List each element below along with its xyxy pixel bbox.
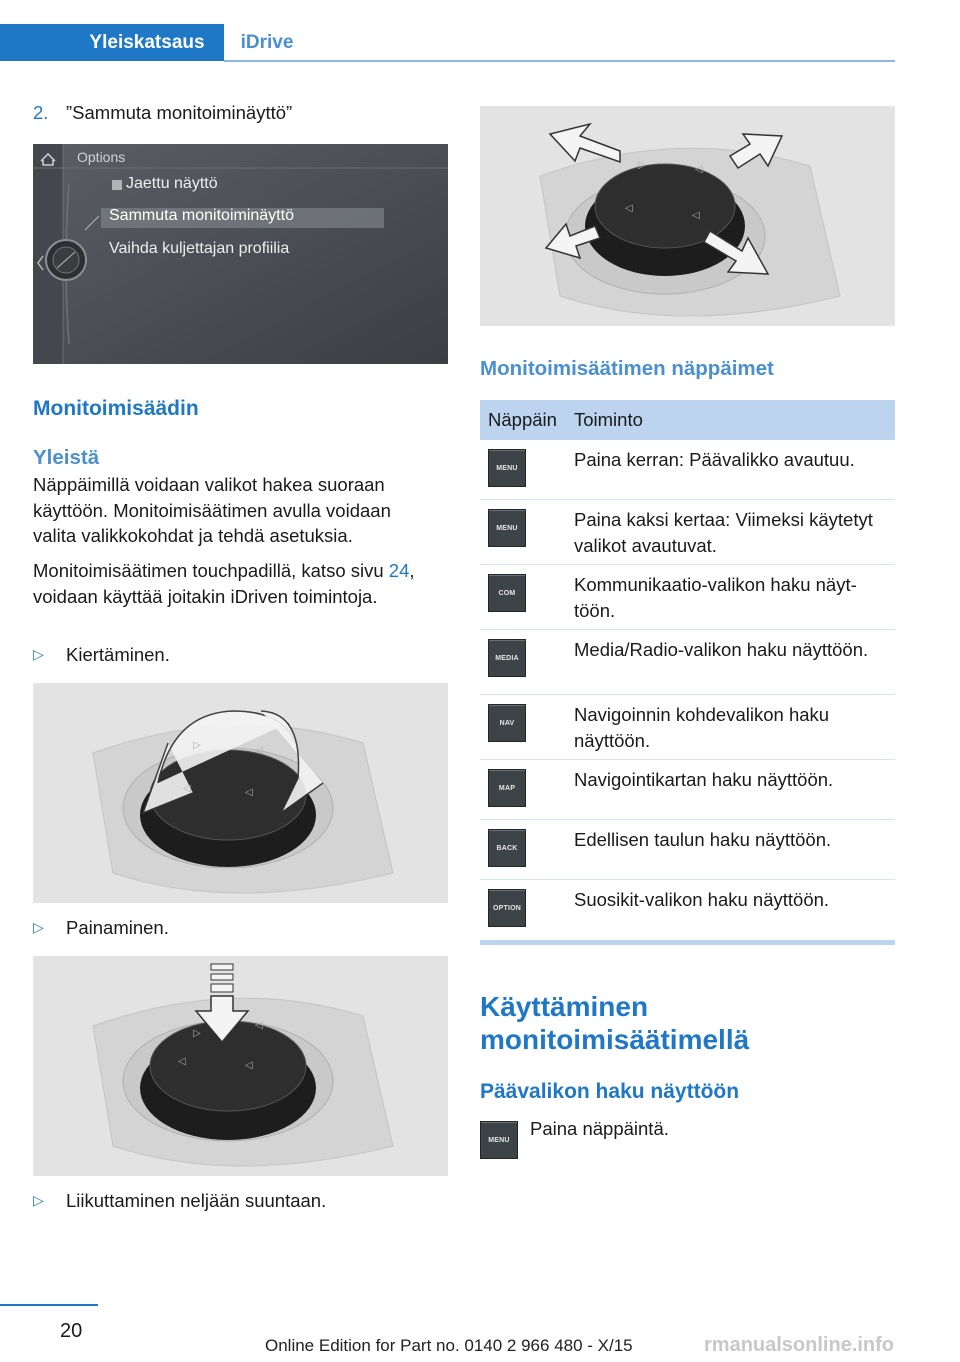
press-instruction: Paina näppäintä. — [530, 1118, 669, 1139]
table-row — [480, 440, 895, 500]
bullet-triangle-icon: ▷ — [33, 919, 44, 935]
bullet-text: Kiertäminen. — [66, 644, 170, 665]
bullet-painaminen — [33, 915, 169, 940]
section-title-monitoimisaadin: Monitoimisäädin — [33, 397, 199, 420]
table-row — [480, 820, 895, 880]
menu-key-icon: MENU — [480, 1121, 518, 1159]
bullet-text: Painaminen. — [66, 917, 169, 938]
screen-item-jaettu[interactable]: Jaettu näyttö — [126, 175, 218, 192]
bullet-liikuttaminen — [33, 1188, 326, 1213]
nav-key-icon: NAV — [488, 704, 526, 742]
edition-text: Online Edition for Part no. 0140 2 966 480 - X/15 — [265, 1336, 633, 1355]
com-key-icon: COM — [488, 574, 526, 612]
table-cell: Suosikit-valikon haku näyttöön. — [574, 889, 830, 910]
menu-key-icon: MENU — [488, 509, 526, 547]
page-link-24[interactable]: 24 — [388, 560, 410, 581]
map-key-icon: MAP — [488, 769, 526, 807]
svg-text:◁: ◁ — [183, 783, 191, 794]
table-col-toiminto: Toiminto — [574, 409, 643, 430]
controller-move-image — [480, 106, 895, 326]
left-column — [33, 100, 448, 125]
step-2 — [33, 100, 448, 125]
svg-text:▷: ▷ — [193, 1028, 201, 1039]
table-cell: Navigointikartan haku näyttöön. — [574, 769, 834, 790]
tab-idrive[interactable]: iDrive — [240, 31, 294, 53]
step-number: 2. — [33, 102, 49, 123]
svg-text:◁: ◁ — [255, 745, 263, 756]
svg-text:◁: ◁ — [178, 1056, 186, 1067]
screen-options-label: Options — [77, 149, 126, 165]
table-cell: Paina kerran: Päävalikko avautuu. — [574, 449, 855, 470]
options-screen-image — [33, 144, 448, 364]
buttons-table — [480, 400, 895, 940]
table-row — [480, 630, 895, 695]
subtitle-yleista: Yleistä — [33, 446, 100, 469]
subtitle-paavalikko: Päävalikon haku näyttöön — [480, 1080, 740, 1103]
table-col-nappain: Näppäin — [488, 409, 557, 430]
bullet-triangle-icon: ▷ — [33, 1192, 44, 1208]
svg-text:◁: ◁ — [692, 210, 700, 221]
svg-text:◁: ◁ — [625, 203, 633, 214]
bullet-text: Liikuttaminen neljään suuntaan. — [66, 1190, 327, 1211]
tab-yleiskatsaus[interactable]: Yleiskatsaus — [0, 24, 224, 61]
footer-rule — [0, 1304, 98, 1306]
svg-text:◁: ◁ — [695, 164, 703, 175]
table-row — [480, 565, 895, 630]
paragraph-2 — [33, 558, 423, 609]
controller-press-graphic — [33, 956, 448, 1176]
controller-rotate-graphic — [33, 683, 448, 903]
table-header — [480, 400, 895, 440]
header-divider — [224, 60, 895, 62]
media-key-icon: MEDIA — [488, 639, 526, 677]
table-row — [480, 760, 895, 820]
svg-text:◁: ◁ — [245, 1060, 253, 1071]
table-cell: Edellisen taulun haku näyttöön. — [574, 829, 832, 850]
table-cell: Navigoinnin kohdevalikon haku näyttöön. — [574, 704, 830, 751]
step-text: ”Sammuta monitoiminäyttö” — [66, 102, 293, 123]
controller-move-graphic — [480, 106, 895, 326]
screen-item-vaihda[interactable]: Vaihda kuljettajan profiilia — [109, 240, 290, 257]
table-bottom-rule — [480, 940, 895, 945]
paragraph-2-text-a: Monitoimisäätimen touchpadillä, katso sivu — [33, 560, 389, 581]
controller-rotate-image — [33, 683, 448, 903]
option-key-icon: OPTION — [488, 889, 526, 927]
back-key-icon: BACK — [488, 829, 526, 867]
table-row — [480, 880, 895, 940]
table-row — [480, 500, 895, 565]
svg-text:▷: ▷ — [193, 740, 201, 751]
chapter-header — [0, 24, 895, 62]
table-cell: Paina kaksi kertaa: Viimeksi käytetyt valikot avautuvat. — [574, 509, 873, 556]
paragraph-2-text-b: , voidaan käyttää joitakin iDriven toimintoja. — [33, 560, 415, 607]
svg-text:◁: ◁ — [245, 787, 253, 798]
bullet-kiertaminen — [33, 642, 170, 667]
screen-item-sammuta[interactable]: Sammuta monitoiminäyttö — [109, 207, 294, 224]
bullet-triangle-icon: ▷ — [33, 646, 44, 662]
menu-key-icon: MENU — [488, 449, 526, 487]
table-cell: Media/Radio-valikon haku näyttöön. — [574, 639, 869, 660]
paragraph-1: Näppäimillä voidaan valikot hakea suoraan käyttöön. Monitoimisäätimen avulla voidaan valita valikkokohdat ja tehdä asetuksia. — [33, 474, 391, 546]
controller-press-image — [33, 956, 448, 1176]
svg-text:◁: ◁ — [255, 1020, 263, 1031]
section-title-kayttaminen: Käyttäminen monitoimisäätimellä — [480, 991, 750, 1055]
watermark: rmanualsonline.info — [704, 1334, 895, 1356]
table-row — [480, 695, 895, 760]
section-title-nappaimet: Monitoimisäätimen näppäimet — [480, 357, 774, 380]
svg-text:▷: ▷ — [638, 160, 646, 171]
page-number: 20 — [60, 1320, 83, 1342]
table-cell: Kommunikaatio-valikon haku näyttöön. — [574, 574, 857, 621]
